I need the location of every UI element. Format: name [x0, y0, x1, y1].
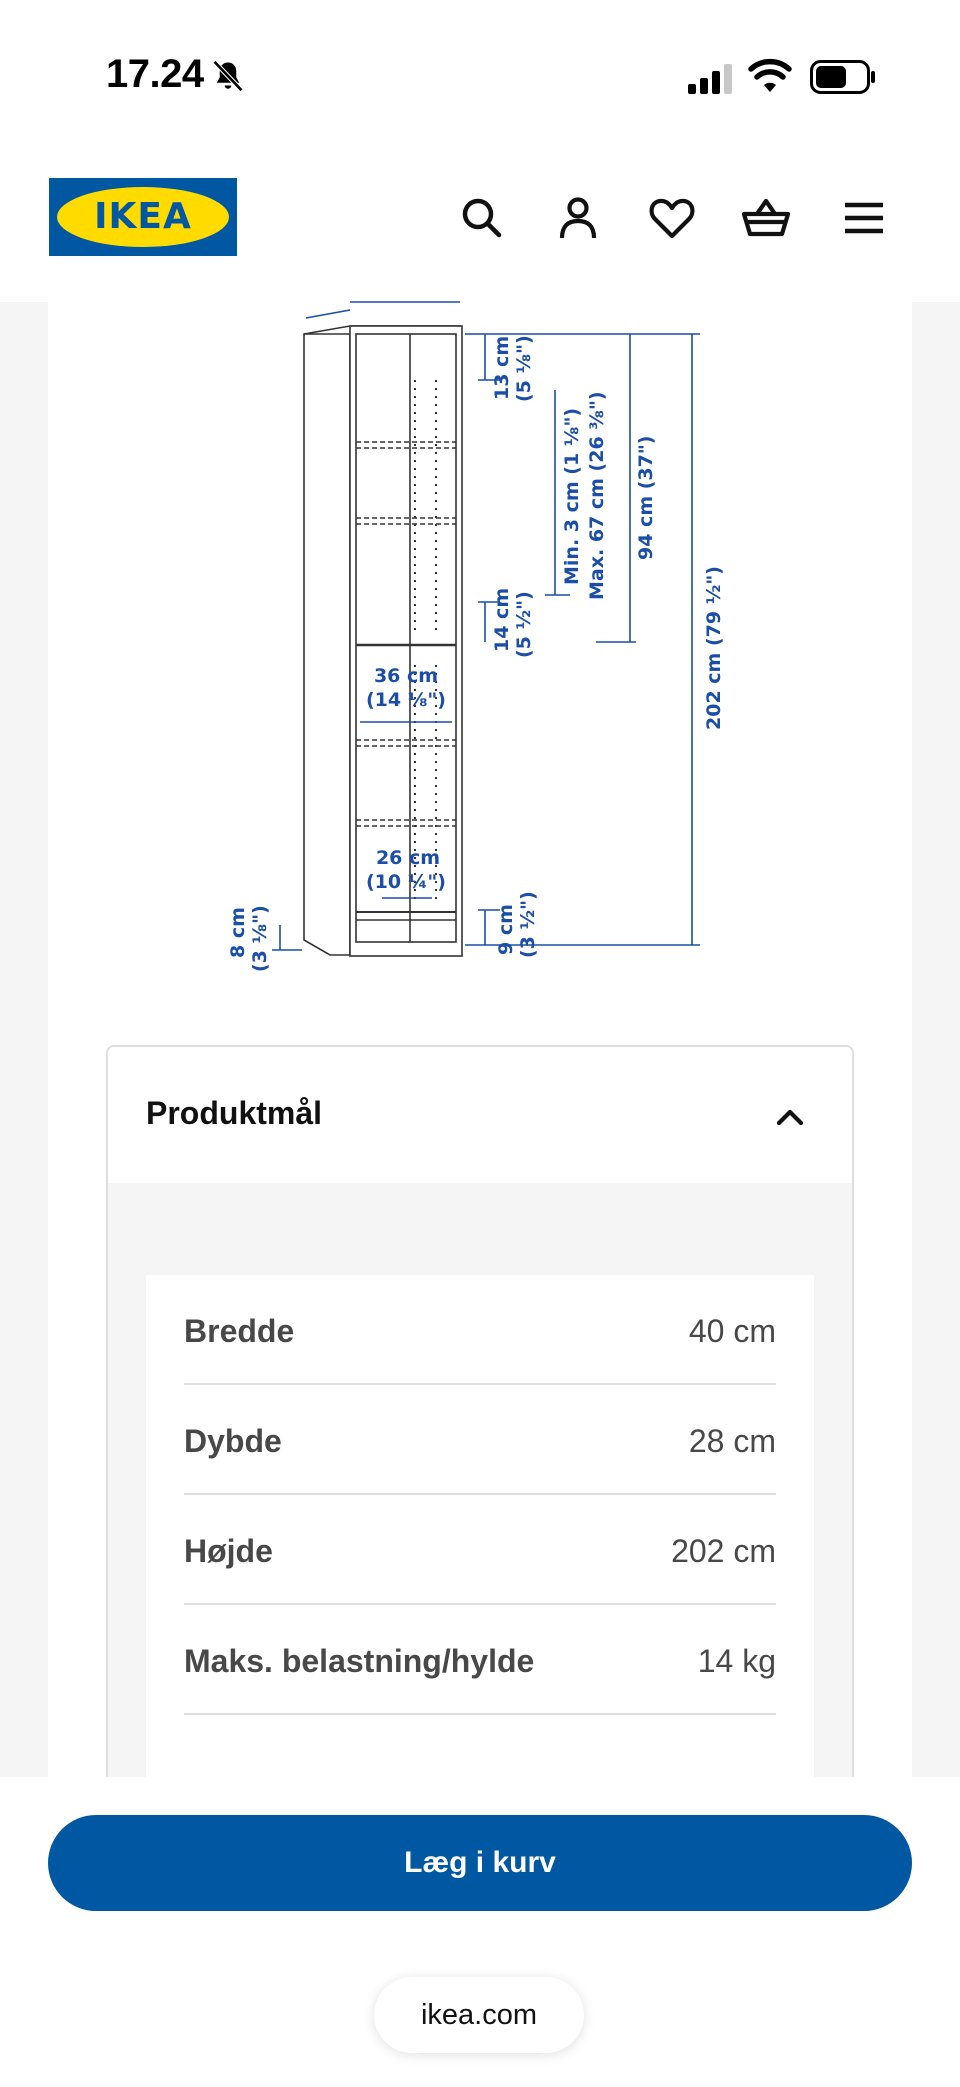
dimension-value: 40 cm: [688, 1313, 776, 1349]
ikea-logo[interactable]: [49, 178, 237, 256]
dimension-row-max-load: [184, 1605, 776, 1715]
top-gap-cm-label: 13 cm: [491, 335, 513, 400]
signal-icon: [688, 64, 734, 94]
dimension-value: 202 cm: [671, 1533, 776, 1569]
accordion-title: Produktmål: [146, 1095, 323, 1131]
dimension-label: Bredde: [184, 1313, 295, 1349]
browser-url-pill[interactable]: ikea.com: [374, 1977, 584, 2053]
basket-icon[interactable]: [740, 192, 792, 244]
dimension-value: 28 cm: [688, 1423, 776, 1459]
status-time: 17.24: [106, 52, 204, 96]
plinth-cm-label: 8 cm: [227, 907, 249, 958]
inner-width-in-label: (14 ⅛"): [366, 689, 446, 711]
dimension-label: Maks. belastning/hylde: [184, 1643, 535, 1679]
inner-width-cm-label: 36 cm: [373, 665, 439, 687]
search-icon[interactable]: [456, 192, 508, 244]
dimension-row-depth: [184, 1385, 776, 1495]
fixed-gap-cm-label: 14 cm: [491, 587, 513, 652]
site-header: [0, 150, 960, 302]
top-gap-in-label: (5 ⅛"): [513, 335, 535, 402]
inner-depth-in-label: (10 ¼"): [366, 871, 446, 893]
product-dimensions-accordion: [106, 1045, 854, 1805]
add-to-cart-button[interactable]: Læg i kurv: [48, 1815, 912, 1911]
battery-icon: [810, 60, 876, 94]
accordion-header[interactable]: [108, 1047, 852, 1183]
inner-depth-cm-label: 26 cm: [375, 847, 441, 869]
dimension-row-height: [184, 1495, 776, 1605]
adjust-max-label: Max. 67 cm (26 ⅜"): [586, 391, 608, 600]
total-height-label: 202 cm (79 ½"): [703, 566, 725, 730]
plinth-in-label: (3 ⅛"): [249, 905, 271, 972]
section-height-label: 94 cm (37"): [635, 435, 657, 560]
dimension-labels: [227, 335, 725, 972]
heart-icon[interactable]: [646, 192, 698, 244]
menu-icon[interactable]: [838, 192, 890, 244]
dimension-label: Dybde: [184, 1423, 282, 1459]
chevron-up-icon[interactable]: [770, 1097, 810, 1137]
adjust-min-label: Min. 3 cm (1 ⅛"): [561, 407, 583, 585]
dimensions-table: [146, 1275, 814, 1791]
base-gap-cm-label: 9 cm: [495, 904, 517, 955]
dimension-label: Højde: [184, 1533, 273, 1569]
dimension-row-width: [184, 1275, 776, 1385]
fixed-gap-in-label: (5 ½"): [513, 591, 535, 658]
base-gap-in-label: (3 ½"): [517, 891, 539, 958]
accordion-body: [108, 1183, 852, 1805]
logo-text: IKEA: [94, 196, 192, 237]
wifi-icon: [748, 58, 792, 94]
bottom-action-bar: [0, 1777, 960, 2087]
bell-off-icon: [210, 58, 246, 94]
status-bar: [0, 0, 960, 150]
account-icon[interactable]: [552, 192, 604, 244]
dimension-value: 14 kg: [697, 1643, 776, 1679]
dimension-diagram: [210, 290, 750, 990]
